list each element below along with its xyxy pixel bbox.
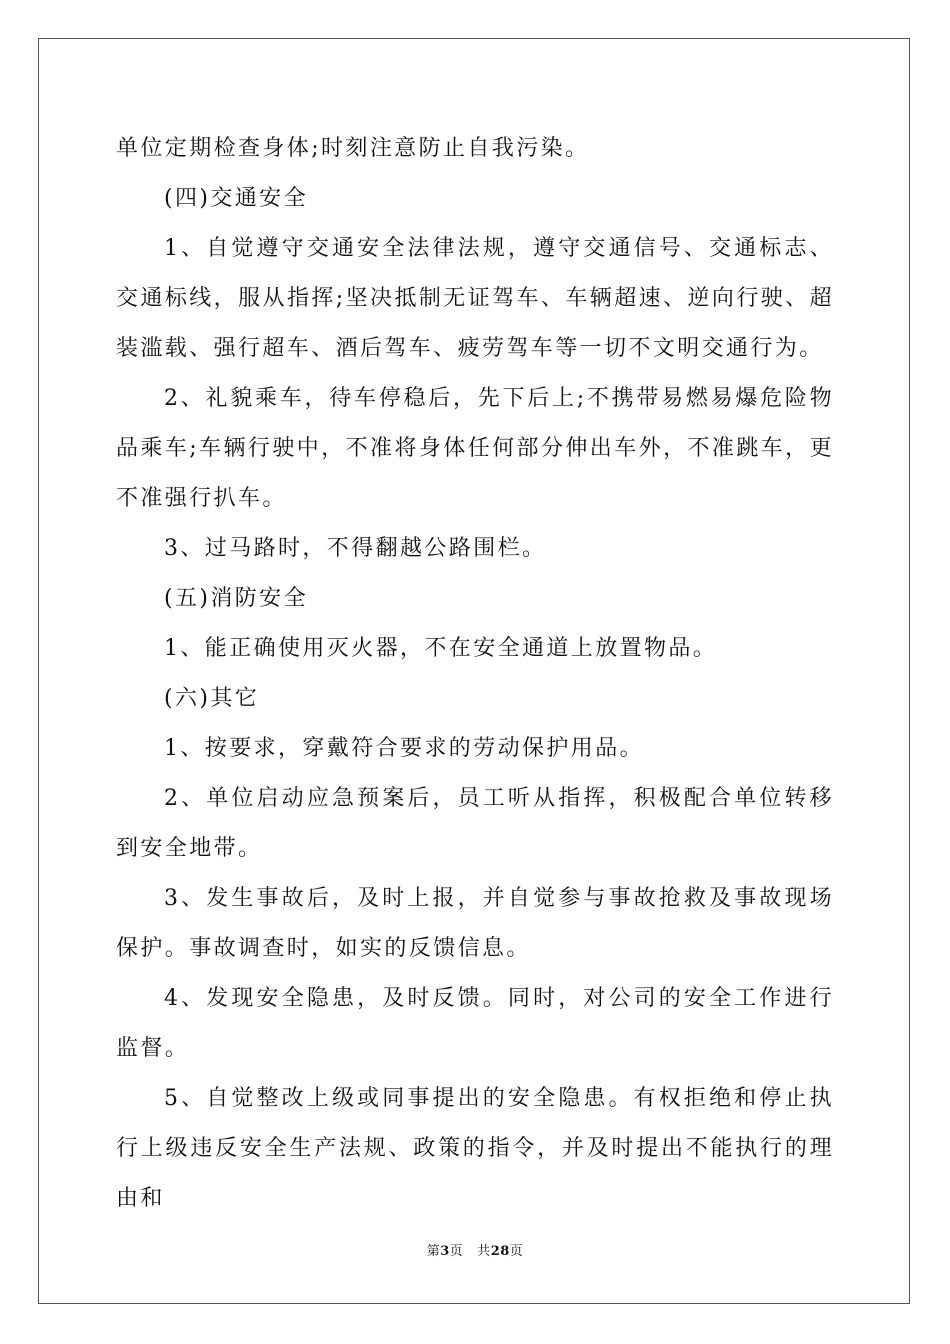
paragraph: 5、自觉整改上级或同事提出的安全隐患。有权拒绝和停止执行上级违反安全生产法规、政策的指令，并及时提出不能执行的理由和 <box>116 1086 834 1211</box>
section-heading-fire: (五)消防安全 <box>164 586 308 611</box>
paragraph: 4、发现安全隐患，及时反馈。同时，对公司的安全工作进行监督。 <box>116 986 834 1061</box>
footer-page-prefix: 第 <box>426 1244 441 1259</box>
paragraph: 1、自觉遵守交通安全法律法规，遵守交通信号、交通标志、交通标线，服从指挥;坚决抵制无证驾车、车辆超速、逆向行驶、超装滥载、强行超车、酒后驾车、疲劳驾车等一切不文明交通行为。 <box>116 236 834 361</box>
paragraph: 1、能正确使用灭火器，不在安全通道上放置物品。 <box>164 636 718 661</box>
section-heading-other: (六)其它 <box>164 686 260 711</box>
paragraph: 3、发生事故后，及时上报，并自觉参与事故抢救及事故现场保护。事故调查时，如实的反馈信息。 <box>116 886 834 961</box>
paragraph: 3、过马路时，不得翻越公路围栏。 <box>164 536 547 561</box>
paragraph: 2、礼貌乘车，待车停稳后，先下后上;不携带易燃易爆危险物品乘车;车辆行驶中，不准将身体任何部分伸出车外，不准跳车，更不准强行扒车。 <box>116 386 834 511</box>
page-footer <box>0 1242 950 1262</box>
footer-page-number: 3 <box>440 1244 450 1259</box>
footer-total-suffix: 页 <box>509 1244 524 1259</box>
footer-total-pages: 28 <box>490 1244 510 1259</box>
paragraph: 2、单位启动应急预案后，员工听从指挥，积极配合单位转移到安全地带。 <box>116 786 834 861</box>
paragraph: 单位定期检查身体;时刻注意防止自我污染。 <box>116 136 590 161</box>
section-heading-traffic: (四)交通安全 <box>164 186 308 211</box>
document-body <box>116 124 834 1224</box>
paragraph: 1、按要求，穿戴符合要求的劳动保护用品。 <box>164 736 644 761</box>
footer-page-suffix: 页 <box>449 1244 464 1259</box>
footer-total-prefix: 共 <box>477 1244 491 1259</box>
